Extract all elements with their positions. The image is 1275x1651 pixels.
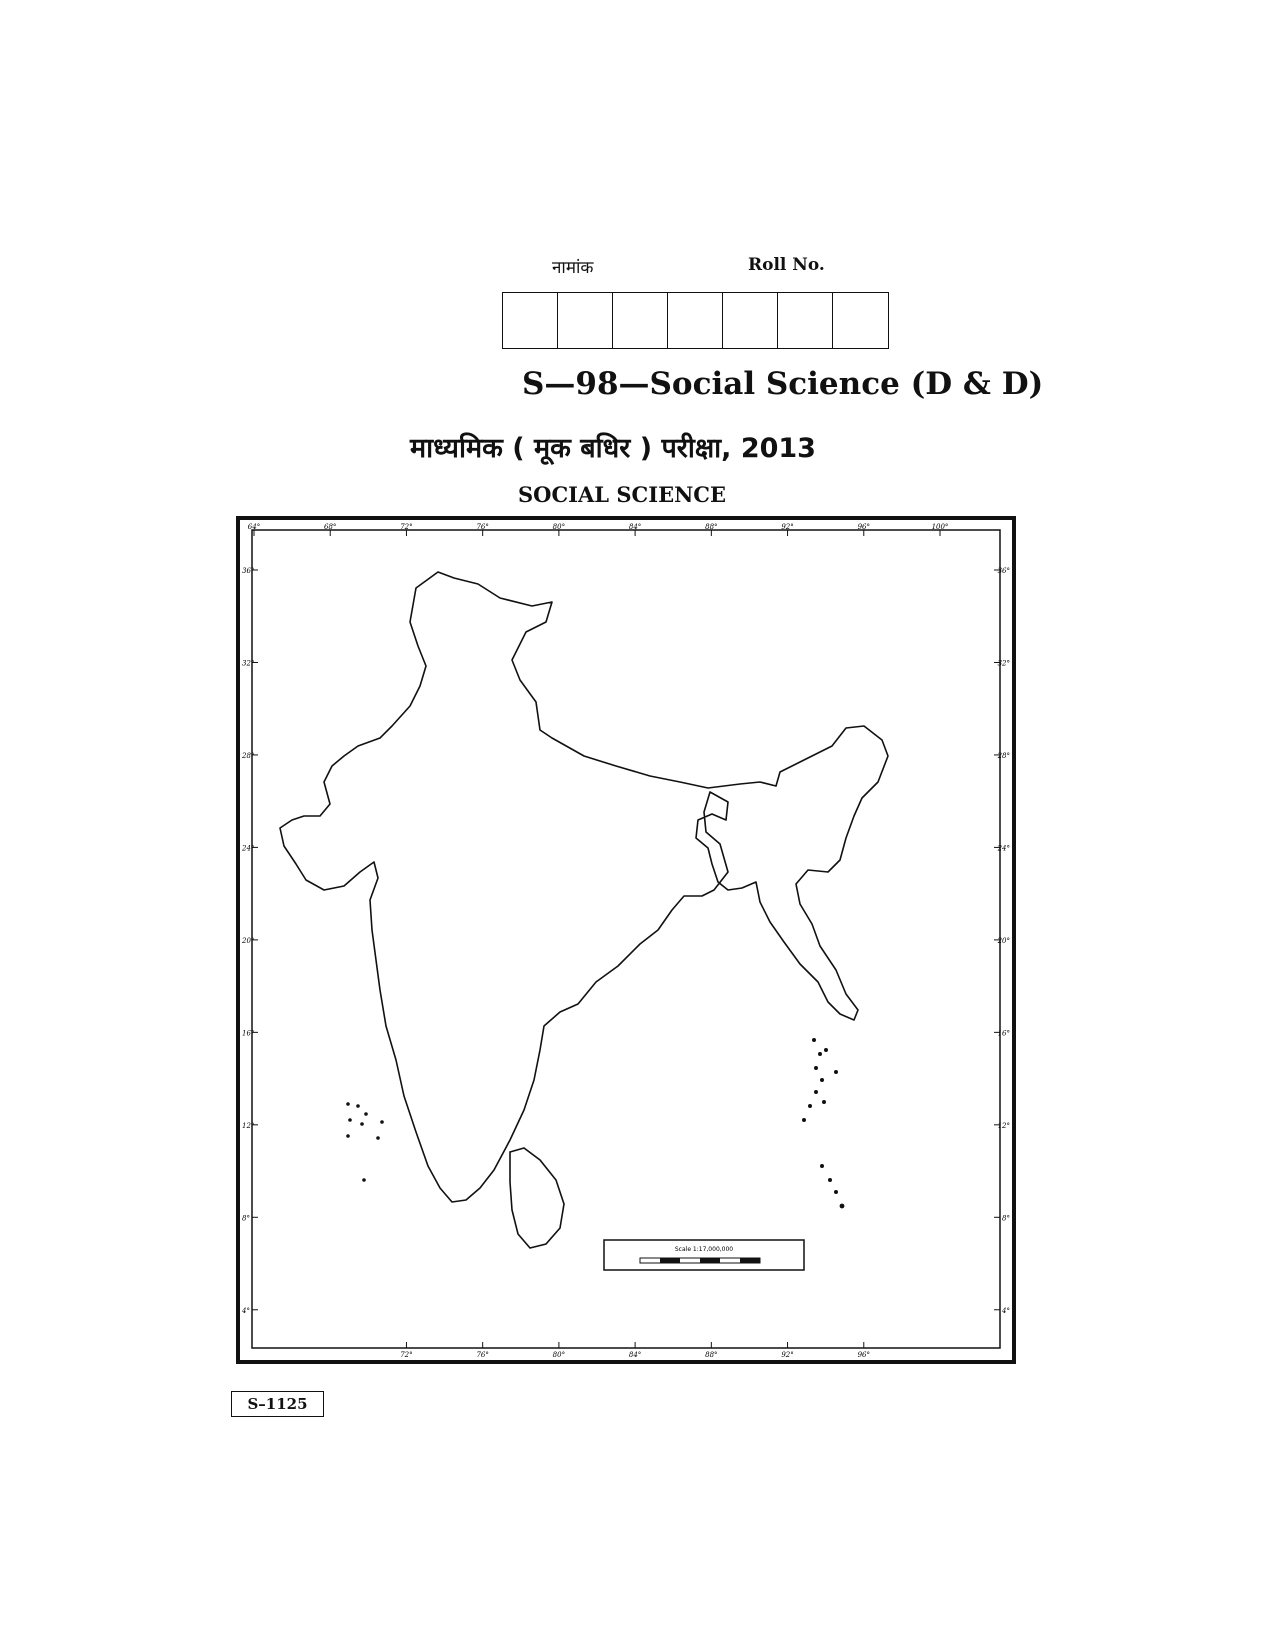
roll-digit-box[interactable] [668,293,723,348]
lakshadweep-islands [346,1102,384,1182]
graticule-label: 28° [242,751,255,760]
graticule-label: 100° [931,523,949,531]
roll-digit-box[interactable] [503,293,558,348]
roll-no-label-hindi: नामांक [552,258,594,278]
graticule-label: 88° [705,523,718,531]
graticule-label: 76° [476,523,489,531]
graticule-label: 4° [1002,1306,1010,1315]
map-canvas [240,520,1012,1360]
graticule-label: 8° [242,1214,250,1223]
graticule-label: 16° [242,1029,255,1038]
paper-code-box: S–1125 [231,1391,324,1417]
graticule-label: 32° [997,659,1010,668]
graticule-label: 28° [997,751,1010,760]
graticule-label: 4° [242,1306,250,1315]
roll-digit-box[interactable] [723,293,778,348]
graticule-label: 8° [1002,1214,1010,1223]
graticule-label: 96° [857,523,870,531]
subject-heading: SOCIAL SCIENCE [518,482,726,507]
exam-title: माध्यमिक ( मूक बधिर ) परीक्षा, 2013 [410,433,816,464]
graticule-label: 32° [242,659,255,668]
india-mainland-outline [280,572,888,1202]
roll-digit-box[interactable] [613,293,668,348]
graticule-label: 20° [997,936,1010,945]
graticule-label: 96° [857,1351,870,1359]
roll-digit-box[interactable] [778,293,833,348]
graticule-label: 24° [997,844,1010,853]
graticule-label: 76° [476,1351,489,1359]
graticule-label: 12° [242,1121,255,1130]
roll-digit-box[interactable] [833,293,888,348]
graticule-label: 36° [997,567,1010,575]
graticule-label: 88° [705,1351,718,1359]
roll-number-boxes[interactable] [502,292,889,349]
graticule-label: 12° [997,1121,1010,1130]
andaman-nicobar-islands [802,1038,844,1208]
graticule-label: 68° [324,523,337,531]
graticule-label: 92° [781,1351,794,1359]
graticule-label: 92° [781,523,794,531]
graticule-label: 72° [400,1351,413,1359]
graticule-label: 84° [628,523,642,531]
map-scale-label: Scale 1:17,000,000 [674,1246,734,1253]
graticule-label: 72° [400,523,413,531]
paper-title: S—98—Social Science (D & D) [522,366,1044,402]
graticule-label: 80° [552,1351,566,1359]
map-scale-bar [604,1240,804,1270]
graticule-label: 64° [247,523,261,531]
sri-lanka-outline [510,1148,564,1248]
map-inner-border [252,530,1000,1348]
roll-digit-box[interactable] [558,293,613,348]
india-outline-map [236,516,1016,1364]
graticule-label: 24° [242,844,255,853]
graticule-label: 84° [628,1351,642,1359]
graticule-label: 20° [242,936,255,945]
graticule-label: 16° [997,1029,1010,1038]
graticule-ticks [241,523,1010,1359]
roll-no-label: Roll No. [748,255,825,275]
graticule-label: 80° [552,523,566,531]
graticule-label: 36° [242,567,255,575]
